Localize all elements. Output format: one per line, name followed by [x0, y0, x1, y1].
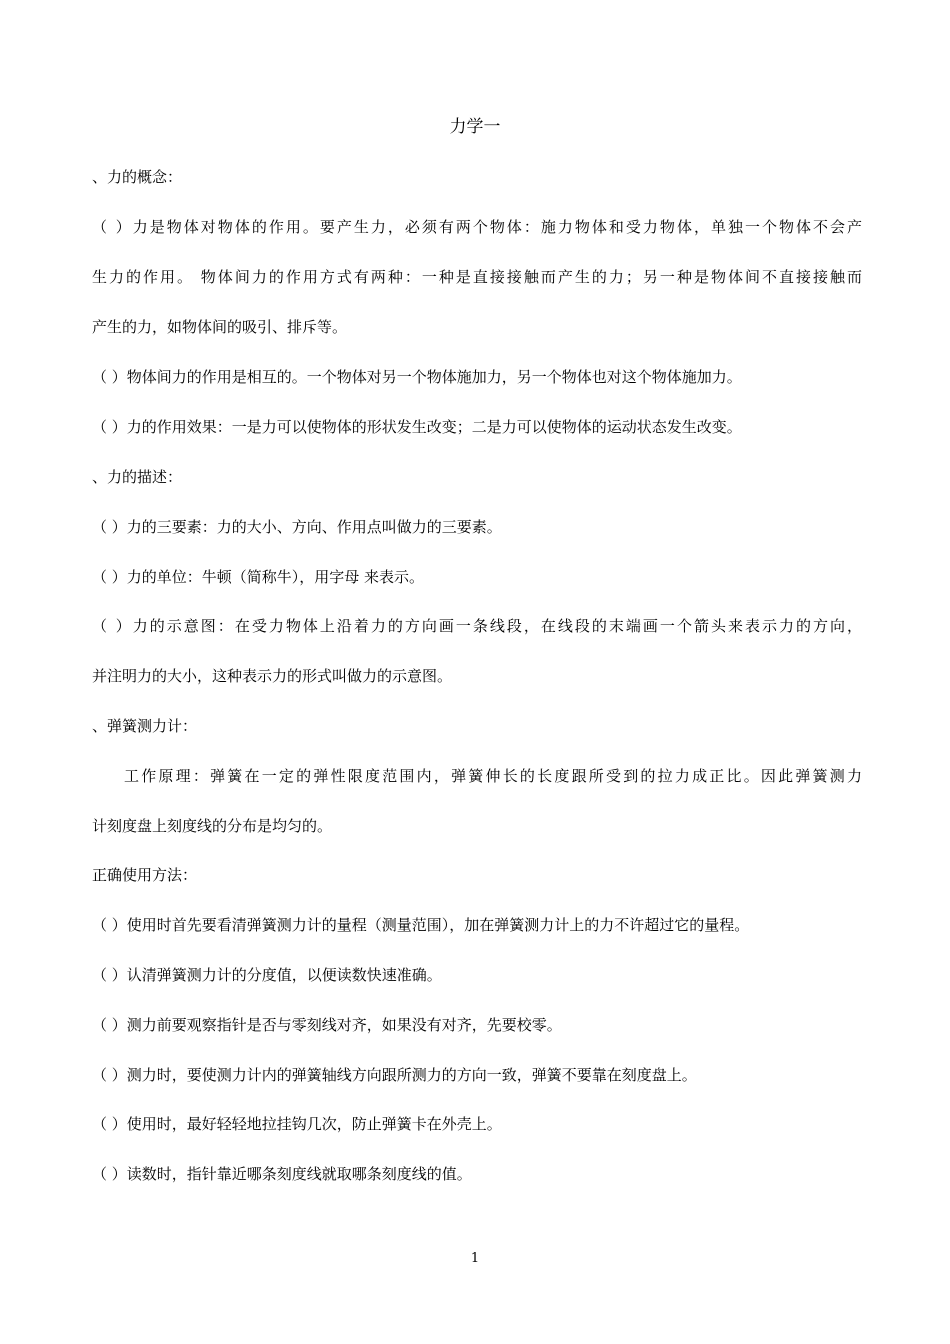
paragraph-line: （ ）力是物体对物体的作用。要产生力，必须有两个物体：施力物体和受力物体，单独一个物体不会产	[92, 218, 862, 236]
paragraph-line: （ ）认清弹簧测力计的分度值，以便读数快速准确。	[92, 966, 442, 984]
subheading-usage: 正确使用方法：	[92, 866, 198, 884]
paragraph-line: （ ）物体间力的作用是相互的。一个物体对另一个物体施加力，另一个物体也对这个物体施加力。	[92, 368, 742, 386]
paragraph-line: 计刻度盘上刻度线的分布是均匀的。	[92, 817, 333, 835]
paragraph-line: 并注明力的大小，这种表示力的形式叫做力的示意图。	[92, 667, 453, 685]
paragraph-line: （ ）力的单位：牛顿（简称牛），用字母 来表示。	[92, 568, 425, 586]
paragraph-line: （ ）测力前要观察指针是否与零刻线对齐，如果没有对齐，先要校零。	[92, 1016, 562, 1034]
paragraph-line: （ ）力的示意图：在受力物体上沿着力的方向画一条线段，在线段的末端画一个箭头来表示力的方向，	[92, 617, 862, 635]
paragraph-line: 生力的作用。 物体间力的作用方式有两种：一种是直接接触而产生的力；另一种是物体间不直接接触而	[92, 268, 862, 286]
section-heading-spring-scale: 、弹簧测力计：	[92, 717, 198, 735]
section-heading-concept: 、力的概念：	[92, 168, 183, 186]
paragraph-line: （ ）力的三要素：力的大小、方向、作用点叫做力的三要素。	[92, 518, 502, 536]
paragraph-line: （ ）使用时首先要看清弹簧测力计的量程（测量范围），加在弹簧测力计上的力不许超过它的量程。	[92, 916, 750, 934]
paragraph-line: 工作原理：弹簧在一定的弹性限度范围内，弹簧伸长的长度跟所受到的拉力成正比。因此弹簧测力	[124, 767, 862, 785]
page-title: 力学一	[449, 117, 501, 137]
paragraph-line: （ ）使用时，最好轻轻地拉挂钩几次，防止弹簧卡在外壳上。	[92, 1115, 502, 1133]
paragraph-line: （ ）测力时，要使测力计内的弹簧轴线方向跟所测力的方向一致，弹簧不要靠在刻度盘上。	[92, 1066, 697, 1084]
paragraph-line: 产生的力，如物体间的吸引、排斥等。	[92, 318, 348, 336]
section-heading-description: 、力的描述：	[92, 468, 183, 486]
paragraph-line: （ ）读数时，指针靠近哪条刻度线就取哪条刻度线的值。	[92, 1165, 472, 1183]
paragraph-line: （ ）力的作用效果：一是力可以使物体的形状发生改变；二是力可以使物体的运动状态发生改变。	[92, 418, 742, 436]
page-number: 1	[470, 1251, 480, 1266]
